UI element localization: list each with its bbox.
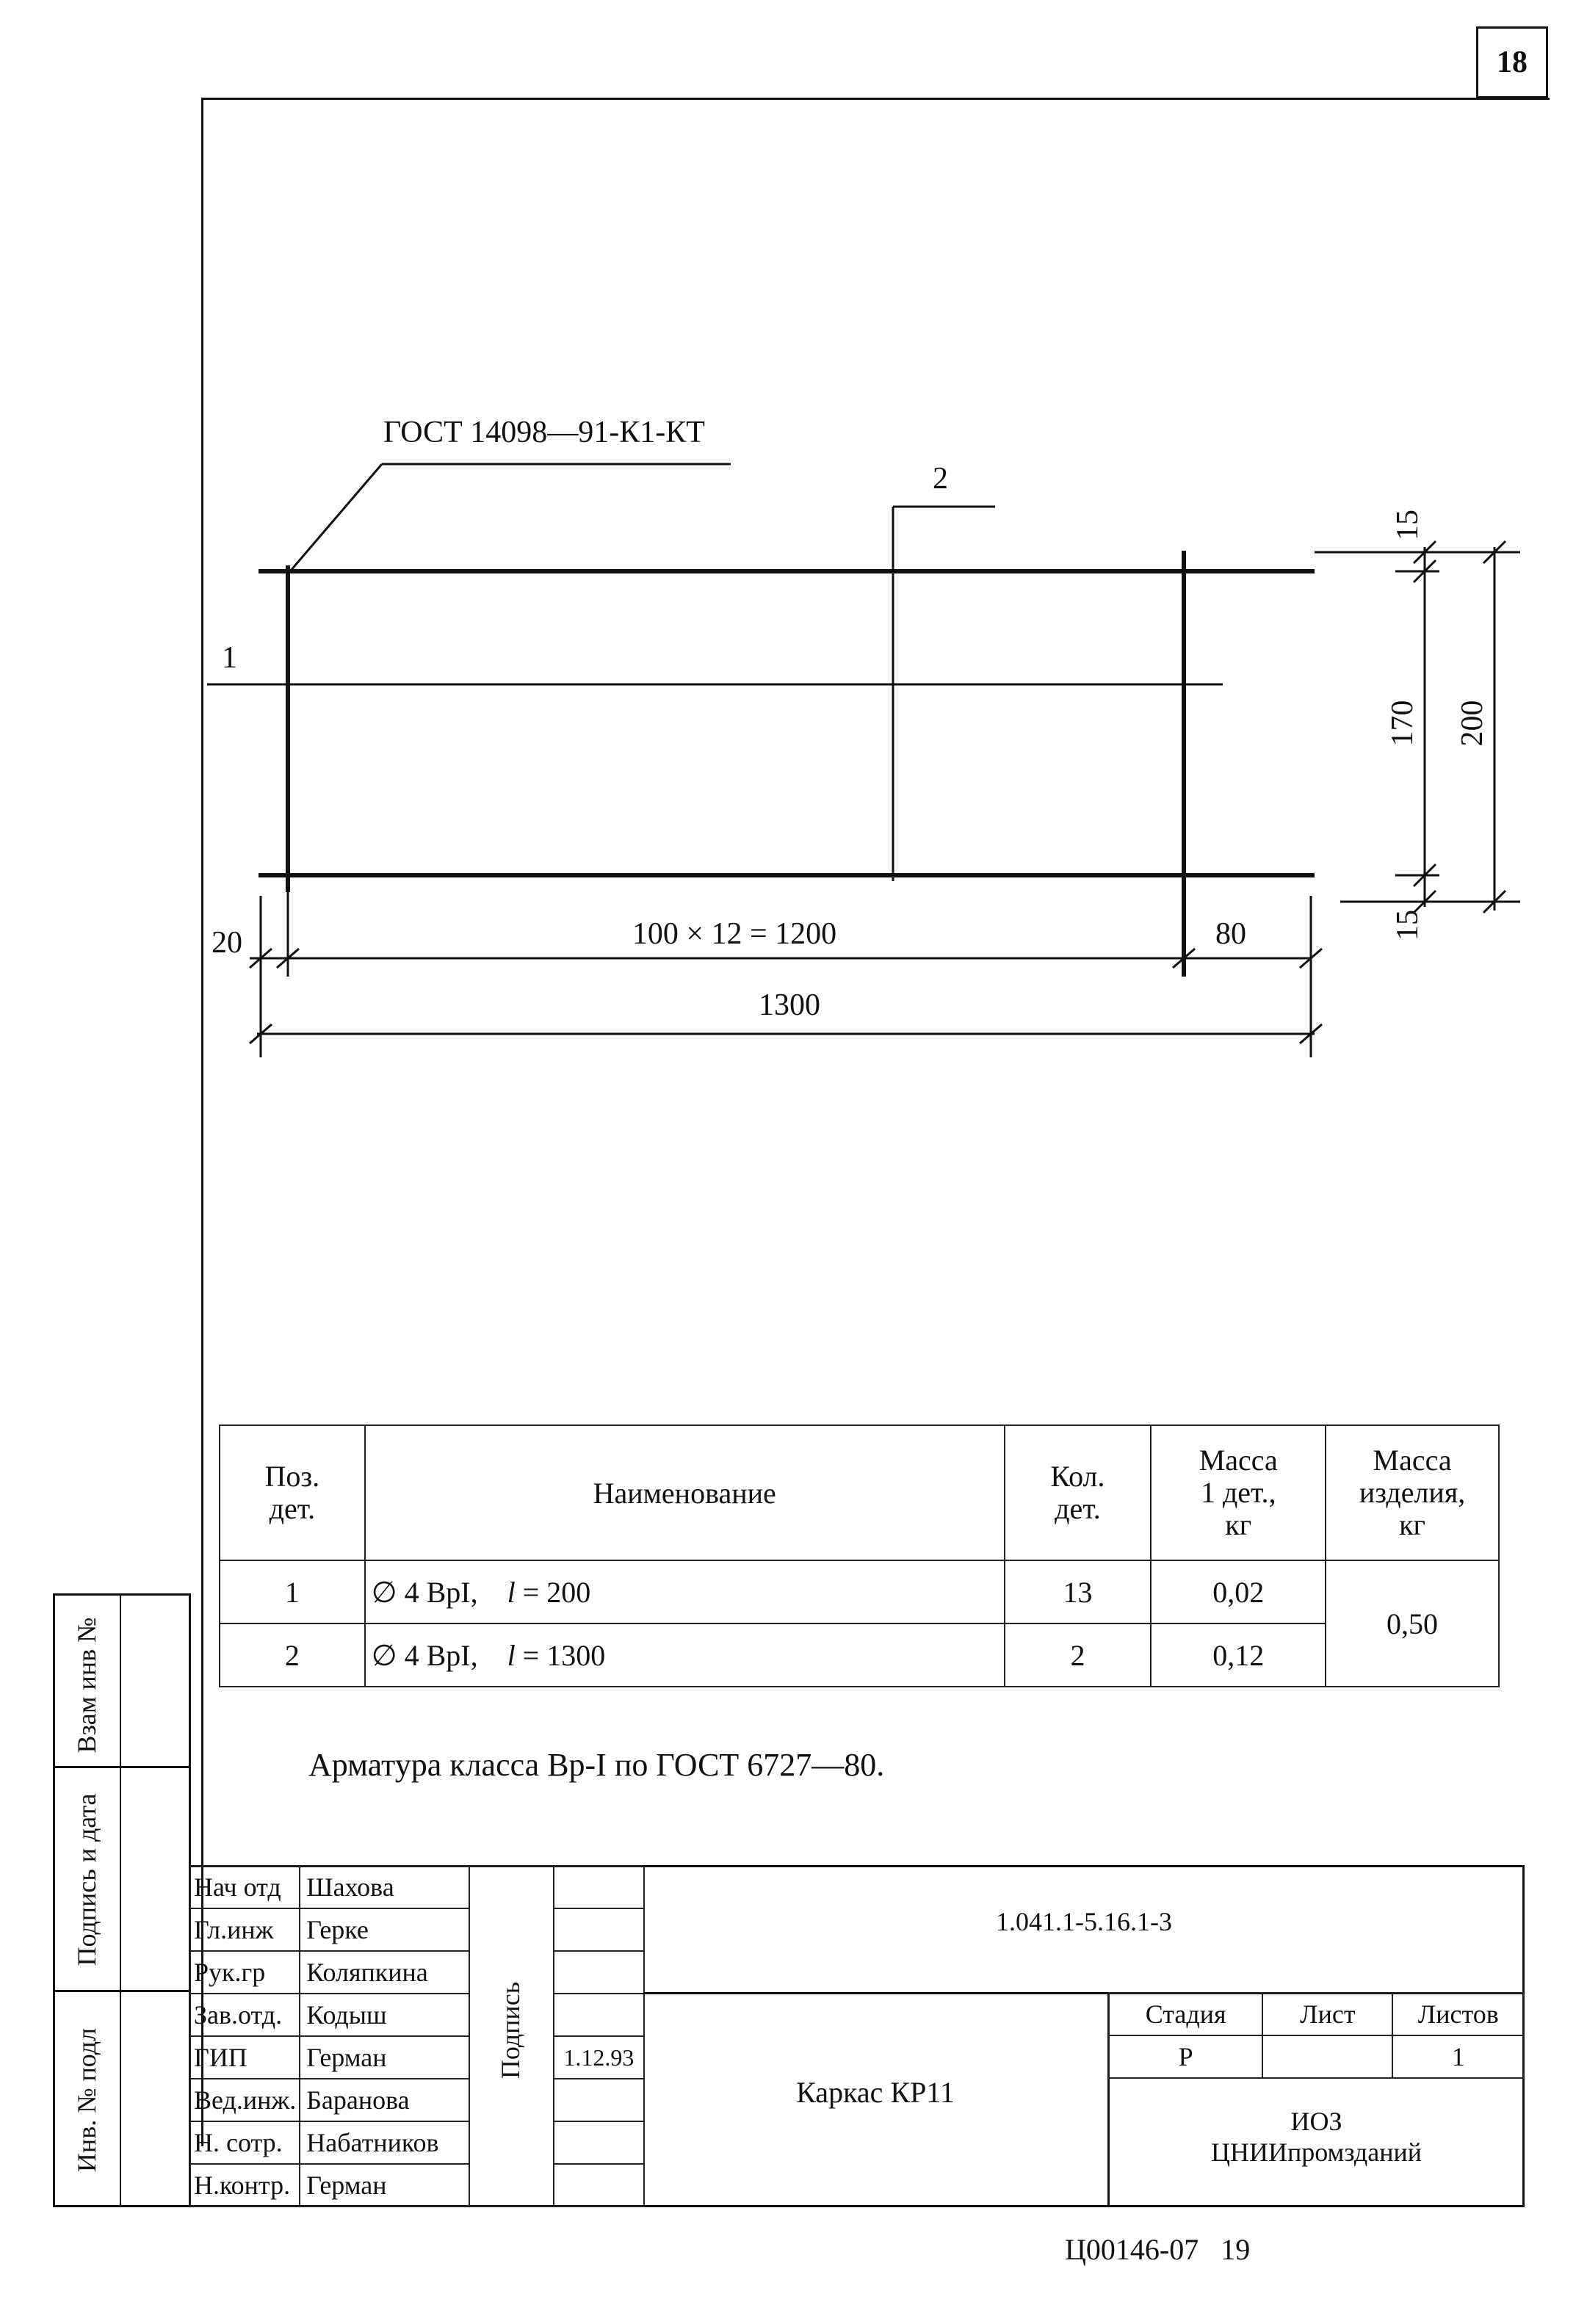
signature-label: Подпись bbox=[496, 1981, 525, 2079]
dim-inner-height-label: 170 bbox=[1386, 700, 1420, 747]
dim-total-length-label: 1300 bbox=[759, 988, 820, 1022]
organization-line1: ИОЗ bbox=[1290, 2107, 1342, 2136]
header-mass-total: Масса изделия, кг bbox=[1326, 1425, 1499, 1560]
stage-value: Р bbox=[1109, 2035, 1262, 2078]
table-row: Рук.гр Коляпкина bbox=[190, 1951, 644, 1994]
signature-date-label: Подпись и дата bbox=[72, 1793, 101, 1966]
position-1-label: 1 bbox=[222, 641, 237, 675]
document-code: 1.041.1-5.16.1-3 bbox=[996, 1907, 1172, 1936]
table-row: Вед.инж. Баранова bbox=[190, 2079, 644, 2121]
item-name: Каркас КР11 bbox=[796, 2076, 955, 2109]
stage-table bbox=[1108, 1992, 1525, 2079]
table-row: Нач отд Шахова bbox=[190, 1866, 644, 1908]
approval-table bbox=[189, 1865, 645, 2207]
sheets-value: 1 bbox=[1392, 2035, 1524, 2078]
weld-standard-label: ГОСТ 14098—91-К1-КТ bbox=[383, 416, 705, 449]
dim-spacing-label: 100 × 12 = 1200 bbox=[632, 917, 837, 951]
sheets-label: Листов bbox=[1392, 1993, 1524, 2035]
stage-label: Стадия bbox=[1109, 1993, 1262, 2035]
sheet-number: 18 bbox=[1476, 26, 1548, 98]
approval-date: 1.12.93 bbox=[554, 2036, 644, 2079]
dim-bottom-offset-label: 15 bbox=[1391, 910, 1425, 941]
reinforcement-note: Арматура класса Вр-I по ГОСТ 6727—80. bbox=[308, 1747, 885, 1783]
organization-line2: ЦНИИпромзданий bbox=[1210, 2137, 1422, 2167]
dim-left-offset-label: 20 bbox=[212, 926, 242, 960]
dim-top-offset-label: 15 bbox=[1391, 510, 1425, 540]
header-mass-one: Масса 1 дет., кг bbox=[1151, 1425, 1326, 1560]
replaced-inv-label: Взам инв № bbox=[72, 1617, 101, 1753]
weld-leader-line bbox=[290, 464, 382, 571]
table-row: ГИП Герман 1.12.93 bbox=[190, 2036, 644, 2079]
table-row: Гл.инж Герке bbox=[190, 1908, 644, 1951]
row-name: ∅ 4 ВрI, l = 1300 bbox=[365, 1623, 1005, 1687]
row-position: 1 bbox=[220, 1560, 365, 1623]
table-row: Н.контр. Герман bbox=[190, 2164, 644, 2207]
row-position: 2 bbox=[220, 1623, 365, 1687]
mass-total: 0,50 bbox=[1326, 1560, 1499, 1687]
table-row: Зав.отд. Кодыш bbox=[190, 1994, 644, 2036]
table-row bbox=[220, 1560, 1499, 1623]
spec-header-row bbox=[220, 1425, 1499, 1560]
row-name: ∅ 4 ВрI, l = 200 bbox=[365, 1560, 1005, 1623]
footer-code: Ц00146-07 19 bbox=[1065, 2233, 1251, 2266]
position-2-label: 2 bbox=[933, 462, 948, 496]
specification-table bbox=[219, 1425, 1500, 1687]
row-quantity: 2 bbox=[1005, 1623, 1152, 1687]
sheet-value bbox=[1262, 2035, 1392, 2078]
row-mass-one: 0,02 bbox=[1151, 1560, 1326, 1623]
dim-total-height-label: 200 bbox=[1456, 700, 1489, 747]
header-name: Наименование bbox=[365, 1425, 1005, 1560]
sheet-label: Лист bbox=[1262, 1993, 1392, 2035]
row-quantity: 13 bbox=[1005, 1560, 1152, 1623]
header-position: Поз. дет. bbox=[220, 1425, 365, 1560]
table-row bbox=[220, 1623, 1499, 1687]
orig-inv-label: Инв. № подл bbox=[72, 2027, 101, 2173]
dim-right-offset-label: 80 bbox=[1215, 917, 1246, 951]
header-quantity: Кол. дет. bbox=[1005, 1425, 1152, 1560]
table-row: Н. сотр. Набатников bbox=[190, 2121, 644, 2164]
row-mass-one: 0,12 bbox=[1151, 1623, 1326, 1687]
